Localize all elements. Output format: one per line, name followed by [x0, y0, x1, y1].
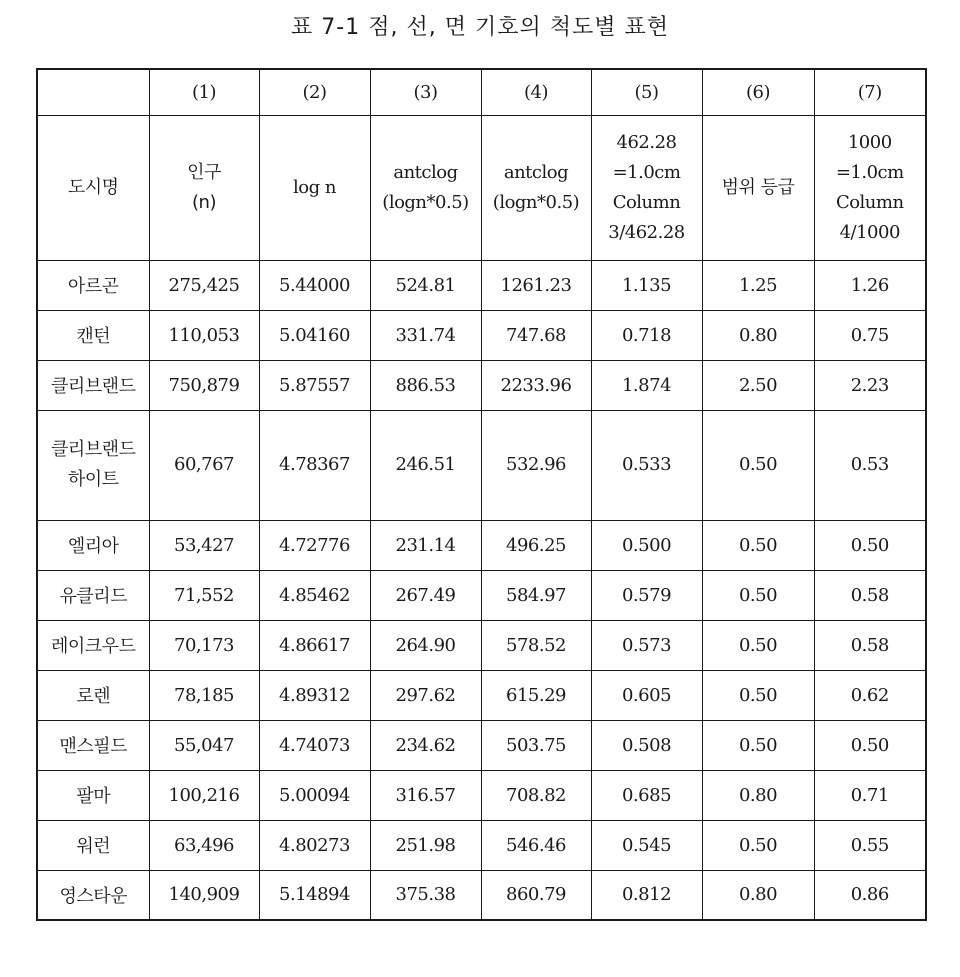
- city-name-cell: 클리브랜드: [37, 360, 149, 410]
- antilog-cell-4: 503.75: [481, 720, 591, 770]
- column-5-cell: 0.573: [591, 620, 702, 670]
- column-number: (2): [259, 69, 370, 115]
- column-5-cell: 0.500: [591, 520, 702, 570]
- antilog-cell-4: 708.82: [481, 770, 591, 820]
- column-5-cell: 0.605: [591, 670, 702, 720]
- table-row: [37, 620, 926, 670]
- column-number: (6): [702, 69, 814, 115]
- antilog-cell-3: 234.62: [370, 720, 481, 770]
- column-7-cell: 2.23: [814, 360, 926, 410]
- population-cell: 140,909: [149, 870, 259, 920]
- antilog-cell-3: 264.90: [370, 620, 481, 670]
- column-number: (7): [814, 69, 926, 115]
- city-name-cell: 엘리아: [37, 520, 149, 570]
- antilog-cell-4: 584.97: [481, 570, 591, 620]
- table-row: [37, 720, 926, 770]
- column-7-cell: 0.50: [814, 720, 926, 770]
- column-7-cell: 0.50: [814, 520, 926, 570]
- log-n-cell: 4.85462: [259, 570, 370, 620]
- column-number: (3): [370, 69, 481, 115]
- table-row: [37, 870, 926, 920]
- column-5-cell: 1.135: [591, 260, 702, 310]
- column-header-row: [37, 115, 926, 260]
- range-grade-cell: 0.80: [702, 870, 814, 920]
- antilog-cell-3: 316.57: [370, 770, 481, 820]
- antilog-cell-4: 2233.96: [481, 360, 591, 410]
- city-name-cell: 맨스필드: [37, 720, 149, 770]
- column-7-cell: 0.62: [814, 670, 926, 720]
- column-5-cell: 1.874: [591, 360, 702, 410]
- antilog-cell-3: 231.14: [370, 520, 481, 570]
- antilog-cell-4: 860.79: [481, 870, 591, 920]
- log-n-cell: 4.72776: [259, 520, 370, 570]
- table-row: [37, 360, 926, 410]
- column-5-cell: 0.508: [591, 720, 702, 770]
- city-name-cell: 레이크우드: [37, 620, 149, 670]
- population-cell: 275,425: [149, 260, 259, 310]
- antilog-cell-4: 747.68: [481, 310, 591, 360]
- corner-cell: [37, 69, 149, 115]
- range-grade-cell: 0.50: [702, 520, 814, 570]
- city-name-cell: 로렌: [37, 670, 149, 720]
- city-name-cell: 클리브랜드 하이트: [37, 410, 149, 520]
- column-7-cell: 1.26: [814, 260, 926, 310]
- column-5-cell: 0.812: [591, 870, 702, 920]
- table-row: [37, 260, 926, 310]
- column-7-cell: 0.86: [814, 870, 926, 920]
- column-7-header: 1000 =1.0cm Column 4/1000: [814, 115, 926, 260]
- population-cell: 53,427: [149, 520, 259, 570]
- column-5-cell: 0.685: [591, 770, 702, 820]
- city-name-cell: 유클리드: [37, 570, 149, 620]
- log-n-cell: 5.00094: [259, 770, 370, 820]
- antilog-cell-4: 578.52: [481, 620, 591, 670]
- log-n-cell: 4.80273: [259, 820, 370, 870]
- table-row: [37, 520, 926, 570]
- antilog-cell-3: 267.49: [370, 570, 481, 620]
- column-5-cell: 0.533: [591, 410, 702, 520]
- log-n-cell: 5.44000: [259, 260, 370, 310]
- log-n-cell: 5.87557: [259, 360, 370, 410]
- column-7-cell: 0.58: [814, 620, 926, 670]
- population-cell: 110,053: [149, 310, 259, 360]
- log-n-cell: 4.86617: [259, 620, 370, 670]
- range-grade-cell: 0.50: [702, 570, 814, 620]
- column-7-cell: 0.55: [814, 820, 926, 870]
- table-row: [37, 570, 926, 620]
- column-7-cell: 0.53: [814, 410, 926, 520]
- city-name-cell: 캔턴: [37, 310, 149, 360]
- log-n-cell: 4.89312: [259, 670, 370, 720]
- scale-table: [36, 68, 927, 921]
- column-7-cell: 0.75: [814, 310, 926, 360]
- table-row: [37, 310, 926, 360]
- column-number: (1): [149, 69, 259, 115]
- population-cell: 78,185: [149, 670, 259, 720]
- table-row: [37, 670, 926, 720]
- city-name-cell: 워런: [37, 820, 149, 870]
- population-cell: 55,047: [149, 720, 259, 770]
- population-cell: 100,216: [149, 770, 259, 820]
- city-name-cell: 아르곤: [37, 260, 149, 310]
- population-cell: 750,879: [149, 360, 259, 410]
- antilog-cell-3: 886.53: [370, 360, 481, 410]
- log-n-cell: 4.78367: [259, 410, 370, 520]
- column-7-cell: 0.58: [814, 570, 926, 620]
- range-grade-cell: 0.80: [702, 770, 814, 820]
- log-n-header: log n: [259, 115, 370, 260]
- column-7-cell: 0.71: [814, 770, 926, 820]
- range-grade-cell: 0.50: [702, 720, 814, 770]
- city-name-cell: 영스타운: [37, 870, 149, 920]
- table-caption: 표 7-1 점, 선, 면 기호의 척도별 표현: [291, 15, 669, 40]
- city-name-cell: 팔마: [37, 770, 149, 820]
- range-grade-cell: 0.50: [702, 620, 814, 670]
- range-grade-header: 범위 등급: [702, 115, 814, 260]
- population-cell: 60,767: [149, 410, 259, 520]
- antilog-cell-4: 615.29: [481, 670, 591, 720]
- range-grade-cell: 0.50: [702, 670, 814, 720]
- population-cell: 71,552: [149, 570, 259, 620]
- antilog-cell-4: 546.46: [481, 820, 591, 870]
- population-cell: 63,496: [149, 820, 259, 870]
- antilog-cell-3: 251.98: [370, 820, 481, 870]
- antilog-header-4: antclog (logn*0.5): [481, 115, 591, 260]
- range-grade-cell: 0.50: [702, 410, 814, 520]
- antilog-header-3: antclog (logn*0.5): [370, 115, 481, 260]
- antilog-cell-3: 331.74: [370, 310, 481, 360]
- antilog-cell-4: 496.25: [481, 520, 591, 570]
- antilog-cell-3: 524.81: [370, 260, 481, 310]
- antilog-cell-3: 375.38: [370, 870, 481, 920]
- range-grade-cell: 0.50: [702, 820, 814, 870]
- range-grade-cell: 1.25: [702, 260, 814, 310]
- column-5-cell: 0.718: [591, 310, 702, 360]
- column-number-row: [37, 69, 926, 115]
- antilog-cell-3: 297.62: [370, 670, 481, 720]
- column-number: (4): [481, 69, 591, 115]
- log-n-cell: 5.14894: [259, 870, 370, 920]
- table-row: [37, 410, 926, 520]
- range-grade-cell: 0.80: [702, 310, 814, 360]
- column-5-cell: 0.579: [591, 570, 702, 620]
- range-grade-cell: 2.50: [702, 360, 814, 410]
- log-n-cell: 4.74073: [259, 720, 370, 770]
- column-number: (5): [591, 69, 702, 115]
- antilog-cell-4: 1261.23: [481, 260, 591, 310]
- city-name-header: 도시명: [37, 115, 149, 260]
- table-row: [37, 820, 926, 870]
- table-row: [37, 770, 926, 820]
- column-5-cell: 0.545: [591, 820, 702, 870]
- column-5-header: 462.28 =1.0cm Column 3/462.28: [591, 115, 702, 260]
- population-cell: 70,173: [149, 620, 259, 670]
- population-header: 인구 (n): [149, 115, 259, 260]
- antilog-cell-3: 246.51: [370, 410, 481, 520]
- log-n-cell: 5.04160: [259, 310, 370, 360]
- antilog-cell-4: 532.96: [481, 410, 591, 520]
